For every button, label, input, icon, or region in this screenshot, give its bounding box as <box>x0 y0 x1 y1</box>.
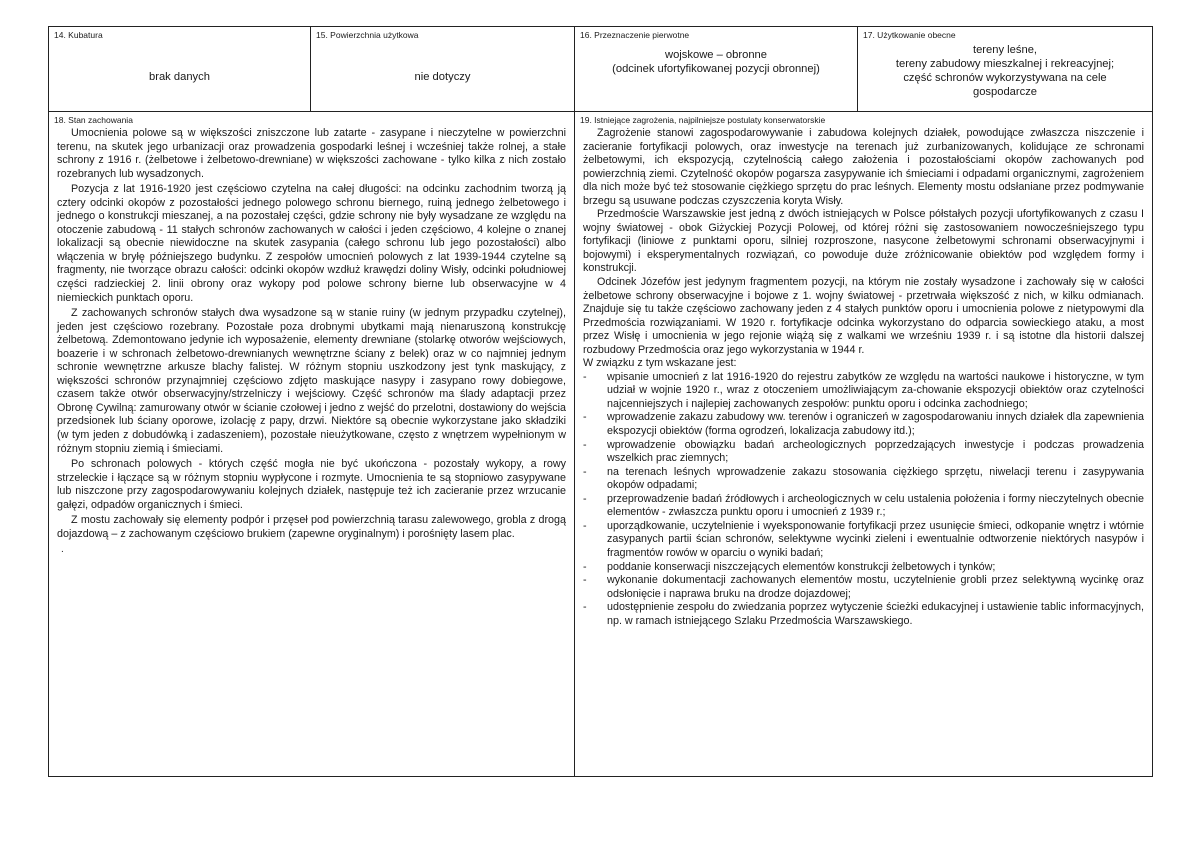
paragraph: Przedmoście Warszawskie jest jedną z dwóch istniejących w Polsce półstałych pozycji ufortyfikowanych z czasu I wojny światowej - obok Giżyckiej Pozycji Polowej, od której różni się zastosowaniem nowocześniejszego typu fortyfikacji (liniowe z punktami oporu, silniej rozproszone, nasycone żelbetowymi schronami obserwacyjnymi i bojowymi) i eksperymentalnych rozwiązań, co powoduje duże zróżnicowanie obiektów pod względem formy i konstrukcji. <box>583 208 1144 275</box>
paragraph: Odcinek Józefów jest jedynym fragmentem pozycji, na którym nie zostały wysadzone i zachowały się w całości żelbetowe schrony obserwacyjne i bojowe z 1. wojny światowej - przetrwała większość z nich, w kilku odmianach. Znajduje się tu także częściowo zachowany jeden z 4 stałych punktów oporu i umocnienia polowe z nietypowymi dla Przedmościa rozwiązaniami. W 1920 r. fortyfikacje odcinka wykorzystano do odparcia sowieckiego ataku, a most przez Wisłę i umocnienia w jego rejonie wiążą się z walkami we wrześniu 1939 r. i są istotne dla historii dalszej rozbudowy Przedmościa oraz jego wykorzystania w 1944 r. <box>583 276 1144 356</box>
field-16-value-line: wojskowe – obronne <box>665 49 767 61</box>
stray-mark: . <box>61 544 64 556</box>
field-17-value-line: tereny leśne, <box>972 44 1038 56</box>
bullet-dash: - <box>583 492 587 505</box>
field-14-header: 14. Kubatura <box>54 30 103 40</box>
list-item-text: wpisanie umocnień z lat 1916-1920 do rejestru zabytków ze względu na wartości naukowe i historyczne, w tym udział w wojnie 1920 r., wraz z otoczeniem umożliwiającym za-chowanie ekspozycji obiektów oraz czytelności najcenniejszych i najlepiej zachowanych zespołów: punktu oporu i odcinka zachodniego; <box>607 370 1144 410</box>
field-17-value-line: tereny zabudowy mieszkalnej i rekreacyjnej; <box>895 58 1115 70</box>
field-17-value-line: gospodarcze <box>972 86 1038 98</box>
field-18-header: 18. Stan zachowania <box>54 115 133 125</box>
list-item-text: uporządkowanie, uczytelnienie i wyeksponowanie fortyfikacji przez usunięcie śmieci, odkopanie wnętrz i wtórnie zasypanych partii ścian schronów, selektywne wycinki zieleni i ewentualnie odtworzenie niektórych nasypów i fragmentów rowów w oparciu o wyniki badań; <box>607 519 1144 559</box>
field-16-value <box>575 48 857 76</box>
field-17-value <box>858 43 1152 99</box>
bullet-dash: - <box>583 438 587 451</box>
list-item <box>583 561 1144 575</box>
list-item <box>583 520 1144 561</box>
field-16-header: 16. Przeznaczenie pierwotne <box>580 30 690 40</box>
field-19-header: 19. Istniejące zagrożenia, najpilniejsze postulaty konserwatorskie <box>580 115 826 125</box>
paragraph: Z mostu zachowały się elementy podpór i przęseł pod powierzchnią tarasu zalewowego, grobla z drogą dojazdową – z zachowanym częściowo brukiem (zapewne oryginalnym) i porośnięty lasem plac. <box>57 514 566 540</box>
field-15-value: nie dotyczy <box>414 71 471 83</box>
field-15-header: 15. Powierzchnia użytkowa <box>316 30 419 40</box>
field-17-uzytkowanie <box>858 27 1153 112</box>
bullet-dash: - <box>583 465 587 478</box>
form-sheet <box>48 26 1152 777</box>
bullet-dash: - <box>583 519 587 532</box>
bullet-dash: - <box>583 601 587 614</box>
list-item-text: udostępnienie zespołu do zwiedzania poprzez wytyczenie ścieżki edukacyjnej i ustawienie tablic informacyjnych, np. w ramach istniejącego Szlaku Przedmościa Warszawskiego. <box>607 601 1144 627</box>
list-item-text: wprowadzenie obowiązku badań archeologicznych poprzedzających inwestycje i podczas prowadzenia wszelkich prac ziemnych; <box>607 438 1144 465</box>
field-14-kubatura <box>49 27 311 112</box>
field-16-value-line: (odcinek ufortyfikowanej pozycji obronnej) <box>612 63 820 75</box>
bullet-dash: - <box>583 411 587 424</box>
bullet-dash: - <box>583 370 587 383</box>
recommendations-lead: W związku z tym wskazane jest: <box>583 357 737 370</box>
list-item-text: poddanie konserwacji niszczejących elementów konstrukcji żelbetowych i tynków; <box>607 560 996 573</box>
field-14-value: brak danych <box>149 71 210 83</box>
list-item-text: wykonanie dokumentacji zachowanych elementów mostu, uczytelnienie grobli przez selektywną wycinkę oraz odsłonięcie i naprawa bruku na drodze dojazdowej; <box>607 574 1144 600</box>
list-item <box>583 371 1144 412</box>
list-item-text: wprowadzenie zakazu zabudowy ww. terenów i ograniczeń w zagospodarowaniu innych działek dla zapewnienia ekspozycji obiektów (forma ogrodzeń, lokalizacja zabudowy itd.); <box>607 411 1144 438</box>
paragraph: Umocnienia polowe są w większości zniszczone lub zatarte - zasypane i nieczytelne w powierzchni terenu, na skutek jego urbanizacji oraz prowadzenia gospodarki leśnej i wcześniej także rolnej, a stałe schrony z 1916 r. (żelbetowe i żelbetowo-drewniane) w większości zachowane - tylko kilka z nich zostało rozebranych lub wysadzonych. <box>57 127 566 180</box>
list-item-text: na terenach leśnych wprowadzenie zakazu stosowania ciężkiego sprzętu, niwelacji terenu i zasypywania okopów odpadami; <box>607 465 1144 492</box>
field-15-powierzchnia <box>311 27 575 112</box>
list-item <box>583 439 1144 466</box>
top-row <box>49 27 1153 112</box>
field-16-przeznaczenie <box>575 27 858 112</box>
paragraph: Zagrożenie stanowi zagospodarowywanie i zabudowa kolejnych działek, powodujące zwłaszcza niszczenie i zacieranie fortyfikacji polowych, oraz inwestycje na terenach już zurbanizowanych, kolidujące ze schronami żelbetowymi, ich ekspozycją, czytelnością całego założenia i pozostałościami okopów zachowanych pod powierzchnią ziemi. Czytelność okopów pogarsza zasypywanie ich śmieciami i odpadami organicznymi, zagrożeniem dla nich może być też stosowanie ciężkiego sprzętu do prac leśnych. Elementy mostu odsłaniane przez podmywanie brzegu są usuwane podczas czyszczenia koryta Wisły. <box>583 127 1144 207</box>
paragraph: Pozycja z lat 1916-1920 jest częściowo czytelna na całej długości: na odcinku zachodnim tworzą ją cztery odcinki okopów z pozostałości jednego polowego schronu biernego, ruiną jednego żelbetowego i jednego o konstrukcji mieszanej, a na pozostałej części, gdzie schrony nie były wysadzane ze względu na otoczenie zabudową - 11 stałych schronów zachowanych w całości i jeden częściowo, 4 kolejne o znanej lokalizacji są obecnie niewidoczne na skutek zasypania (całego schronu lub jego pozostałości) albo włączenia w bryłę późniejszego budynku. Z zespołów umocnień polowych z lat 1939-1944 czytelne są fragmenty, nie tworzące obrazu całości: odcinki okopów wzdłuż krawędzi doliny Wisły, odcinki południowej części radzieckiej 2. linii obrony oraz wykopy pod polowe schrony bierne lub obserwacyjne w 4 niemieckich punktach oporu. <box>57 183 566 304</box>
form-table <box>48 26 1153 777</box>
list-item-text: przeprowadzenie badań źródłowych i archeologicznych w celu ustalenia położenia i formy nieczytelnych obecnie elementów - zwłaszcza punktu oporu i umocnień z 1939 r.; <box>607 492 1144 519</box>
field-17-value-line: część schronów wykorzystywana na cele <box>903 72 1107 84</box>
field-19-zagrozenia <box>575 112 1153 777</box>
paragraph: Po schronach polowych - których część mogła nie być ukończona - pozostały wykopy, a rowy strzeleckie i łączące są w różnym stopniu wypłycone i rozmyte. Umocnienia te są stopniowo zasypywane lub niszczone przy zagospodarowywaniu kolejnych działek, następuje też ich zacieranie przez wrzucanie gałęzi, odpadów organicznych i śmieci. <box>57 458 566 511</box>
field-18-stan-zachowania <box>49 112 575 777</box>
list-item <box>583 466 1144 493</box>
field-18-text <box>49 125 574 557</box>
paragraph: Z zachowanych schronów stałych dwa wysadzone są w stanie ruiny (w jednym przypadku czytelnej), jeden jest częściowo rozebrany. Pozostałe poza drobnymi ubytkami mają nienaruszoną konstrukcję żelbetową. Zdemontowano jedynie ich wyposażenie, elementy drewniane (stolarkę otworów wejściowych, boazerie i w schronach żelbetowo-drewnianych wewnętrzne ściany z belek) oraz w co najmniej jednym schronie wewnętrzne arkusze blachy falistej. W różnym stopniu uszkodzony jest tynk maskujący, z większości schronów przynajmniej częściowo zdjęto maskujące nasypy i zasypano rowy dobiegowe, czasem także otwór obserwacyjny/strzelniczy i wejściowy. Część schronów ma ślady adaptacji przez Obronę Cywilną: zamurowany otwór w ścianie czołowej i jedno z wejść do przelotni, dostawiony do wejścia przedsionek lub ściany oporowe, izolację z papy, drzwi. Niektóre są obecnie wykorzystane jako składziki (w tym jeden z dobudówką i zadaszeniem), pozostałe nieużytkowane, często z wnętrzem wypełnionym w różnym stopniu ziemią i śmieciami. <box>57 307 566 455</box>
list-item <box>583 574 1144 601</box>
field-17-header: 17. Użytkowanie obecne <box>863 30 956 40</box>
list-item <box>583 493 1144 520</box>
recommendations-list <box>583 371 1144 628</box>
bullet-dash: - <box>583 574 587 587</box>
body-row <box>49 112 1153 777</box>
bullet-dash: - <box>583 560 587 573</box>
list-item <box>583 411 1144 438</box>
list-item <box>583 601 1144 628</box>
field-19-text <box>575 125 1152 628</box>
